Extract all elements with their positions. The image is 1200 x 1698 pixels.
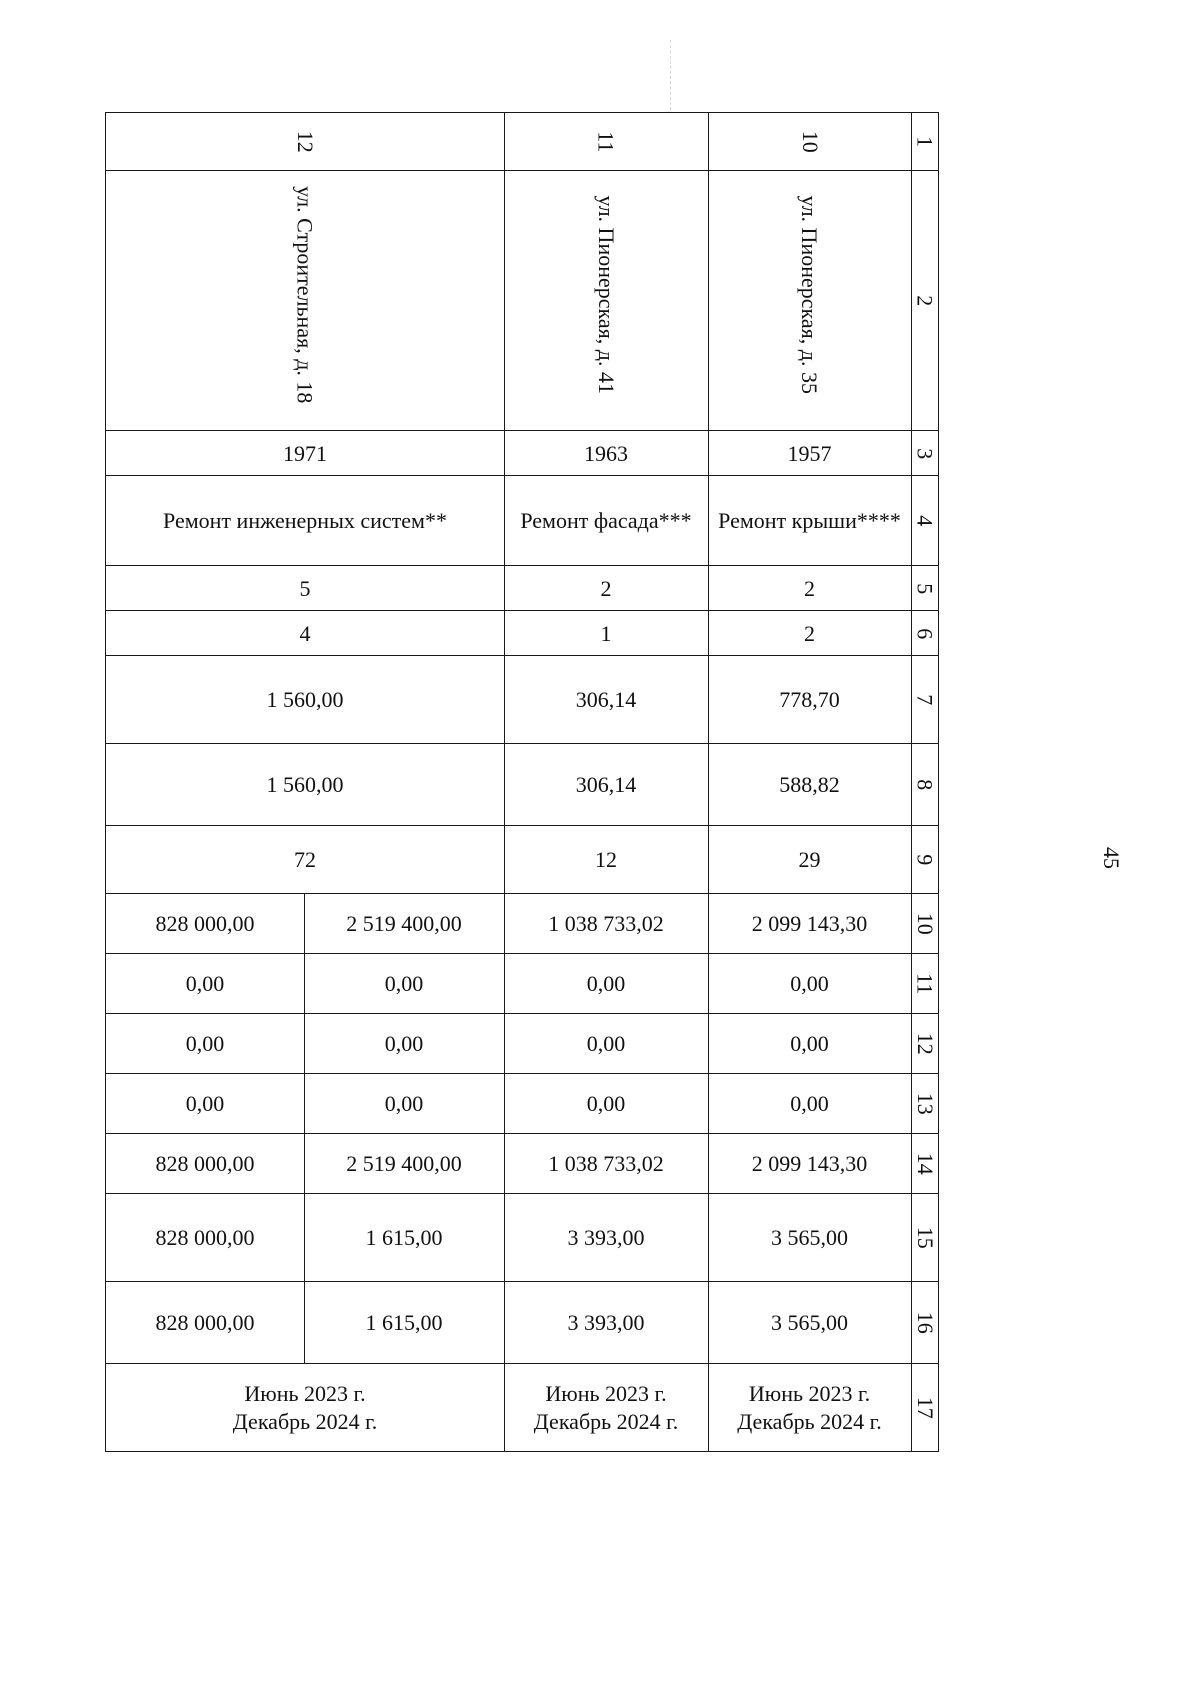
row11-c10: 1 038 733,02 <box>503 893 709 955</box>
col-num-15: 15 <box>910 1193 939 1283</box>
col-num-6: 6 <box>910 610 939 657</box>
row11-num: 11 <box>503 112 709 172</box>
page-number: 45 <box>1099 847 1124 869</box>
row10-c17: Июнь 2023 г. Декабрь 2024 г. <box>707 1363 912 1452</box>
row12-c9: 72 <box>105 825 505 895</box>
row12-c17: Июнь 2023 г. Декабрь 2024 г. <box>105 1363 505 1452</box>
col-num-9: 9 <box>910 825 939 895</box>
row11-c16: 3 393,00 <box>503 1281 709 1365</box>
row12-c7: 1 560,00 <box>105 655 505 745</box>
row11-c11: 0,00 <box>503 953 709 1015</box>
row10-work: Ремонт крыши**** <box>707 475 912 567</box>
row12-c13-a: 0,00 <box>303 1073 505 1135</box>
scan-artifact <box>670 40 761 110</box>
row10-c15: 3 565,00 <box>707 1193 912 1283</box>
row11-c8: 306,14 <box>503 743 709 827</box>
col-num-3: 3 <box>910 430 939 477</box>
row12-c5: 5 <box>105 565 505 612</box>
row10-c5: 2 <box>707 565 912 612</box>
col-num-11: 11 <box>910 953 939 1015</box>
row10-c7: 778,70 <box>707 655 912 745</box>
col-num-2: 2 <box>910 170 939 432</box>
col-num-17: 17 <box>910 1363 939 1452</box>
row11-c9: 12 <box>503 825 709 895</box>
row10-num: 10 <box>707 112 912 172</box>
row12-c15-a: 1 615,00 <box>303 1193 505 1283</box>
col-num-14: 14 <box>910 1133 939 1195</box>
row11-c6: 1 <box>503 610 709 657</box>
col-num-13: 13 <box>910 1073 939 1135</box>
row12-c12-a: 0,00 <box>303 1013 505 1075</box>
row12-c11-b: 0,00 <box>105 953 305 1015</box>
row12-num: 12 <box>105 112 505 172</box>
row12-c13-b: 0,00 <box>105 1073 305 1135</box>
row12-c10-a: 2 519 400,00 <box>303 893 505 955</box>
row12-c14-b: 828 000,00 <box>105 1133 305 1195</box>
row12-c14-a: 2 519 400,00 <box>303 1133 505 1195</box>
row11-c13: 0,00 <box>503 1073 709 1135</box>
row12-c16-a: 1 615,00 <box>303 1281 505 1365</box>
row11-c14: 1 038 733,02 <box>503 1133 709 1195</box>
col-num-16: 16 <box>910 1281 939 1365</box>
row10-c8: 588,82 <box>707 743 912 827</box>
row10-year: 1957 <box>707 430 912 477</box>
col-num-1: 1 <box>910 112 939 172</box>
row11-c7: 306,14 <box>503 655 709 745</box>
row10-address: ул. Пионерская, д. 35 <box>707 170 912 432</box>
row12-c16-b: 828 000,00 <box>105 1281 305 1365</box>
row12-c10-b: 828 000,00 <box>105 893 305 955</box>
row11-year: 1963 <box>503 430 709 477</box>
row12-year: 1971 <box>105 430 505 477</box>
row10-c13: 0,00 <box>707 1073 912 1135</box>
row12-c11-a: 0,00 <box>303 953 505 1015</box>
row12-work: Ремонт инженерных систем** <box>105 475 505 567</box>
col-num-10: 10 <box>910 893 939 955</box>
row12-c8: 1 560,00 <box>105 743 505 827</box>
row10-c10: 2 099 143,30 <box>707 893 912 955</box>
row11-c15: 3 393,00 <box>503 1193 709 1283</box>
row10-c11: 0,00 <box>707 953 912 1015</box>
row12-c15-b: 828 000,00 <box>105 1193 305 1283</box>
col-num-12: 12 <box>910 1013 939 1075</box>
row12-c12-b: 0,00 <box>105 1013 305 1075</box>
row11-c5: 2 <box>503 565 709 612</box>
col-num-7: 7 <box>910 655 939 745</box>
row11-address: ул. Пионерская, д. 41 <box>503 170 709 432</box>
row12-address: ул. Строительная, д. 18 <box>105 170 505 432</box>
rotated-table <box>105 112 1017 1559</box>
row10-c9: 29 <box>707 825 912 895</box>
row10-c14: 2 099 143,30 <box>707 1133 912 1195</box>
col-num-8: 8 <box>910 743 939 827</box>
row10-c12: 0,00 <box>707 1013 912 1075</box>
row12-c6: 4 <box>105 610 505 657</box>
row10-c6: 2 <box>707 610 912 657</box>
col-num-5: 5 <box>910 565 939 612</box>
row11-c12: 0,00 <box>503 1013 709 1075</box>
row11-c17: Июнь 2023 г. Декабрь 2024 г. <box>503 1363 709 1452</box>
row10-c16: 3 565,00 <box>707 1281 912 1365</box>
row11-work: Ремонт фасада*** <box>503 475 709 567</box>
col-num-4: 4 <box>910 475 939 567</box>
